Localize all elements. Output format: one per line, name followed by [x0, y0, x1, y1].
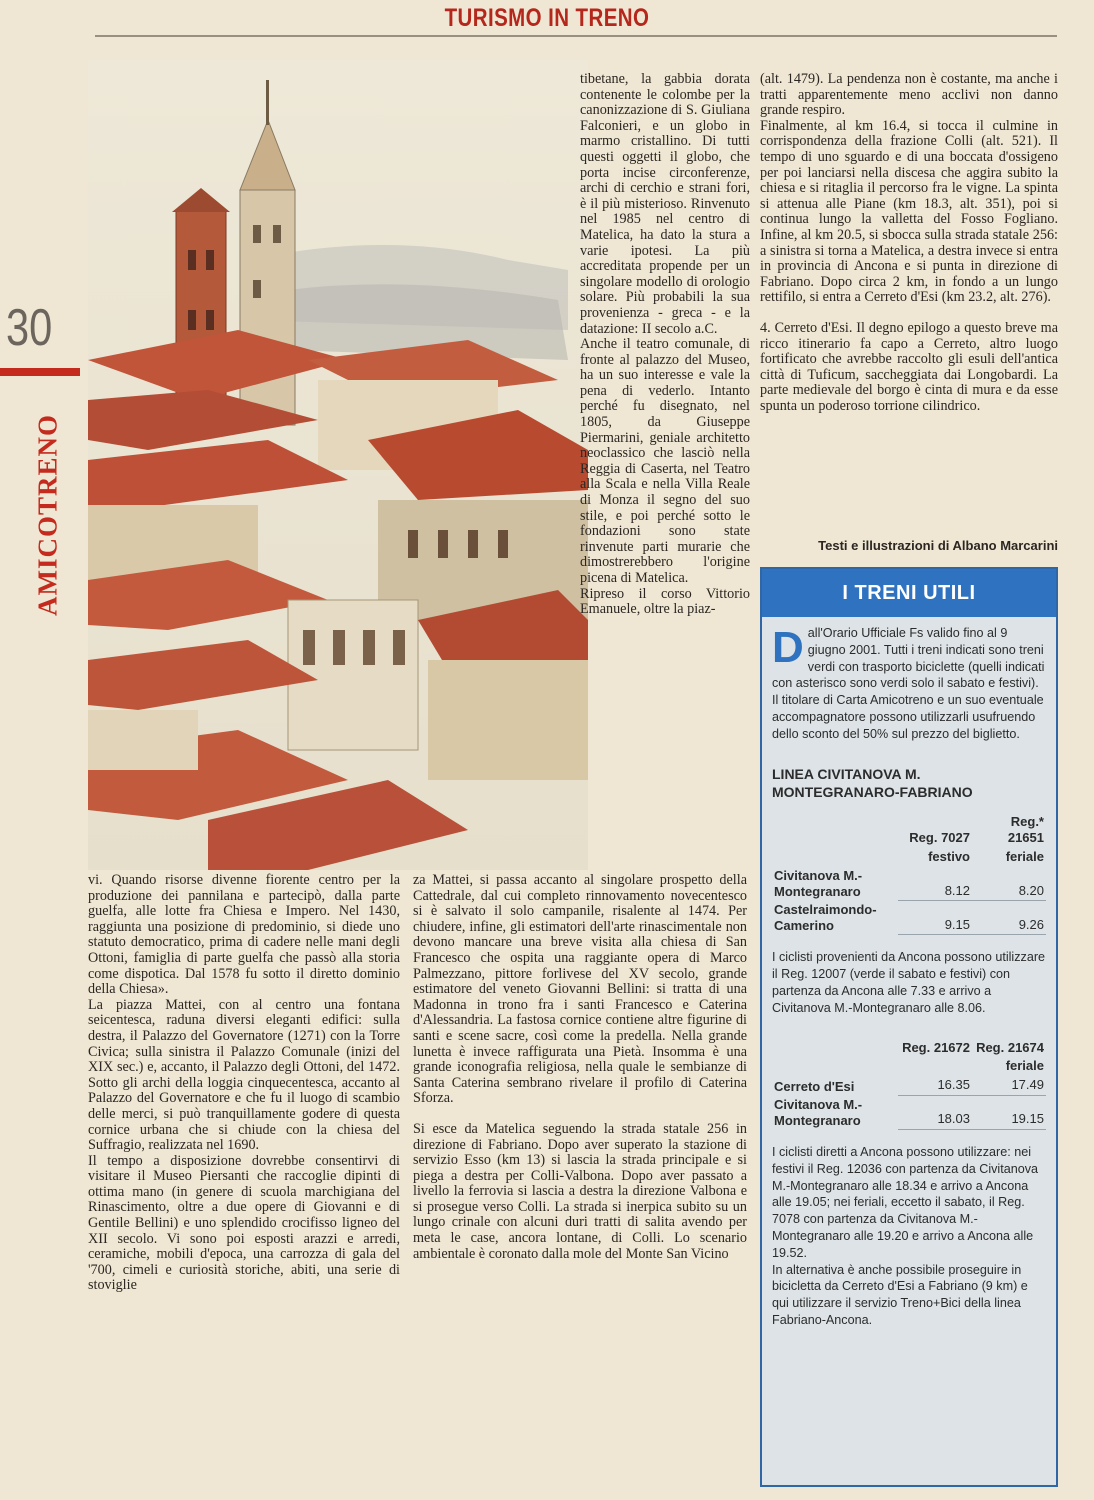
timetable-header: Reg. 21672 [902, 1039, 970, 1055]
paragraph: 4. Cerreto d'Esi. Il degno epilogo a questo breve ma ricco itinerario fa capo a Cerreto, altro luogo fortificato che avrebbe raccolto gli esuli dell'antica città di Tuficum, saccheggiata dai Longobardi. La parte medievale del borgo è cinta di mura e da esse spunta un poderoso torrione cilindrico. [760, 319, 1058, 414]
arrival-time: 18.03 [898, 1096, 972, 1130]
table-row [772, 1076, 1046, 1095]
timetable-header: Reg. 7027 [909, 830, 970, 846]
townscape-illustration [88, 60, 588, 870]
station-name: Civitanova M.-Montegranaro [774, 1096, 863, 1128]
arrival-time: 19.15 [972, 1096, 1046, 1130]
timetable-subheader: feriale [1005, 1058, 1044, 1074]
departure-time: 8.20 [972, 867, 1046, 901]
article-column-middle-bottom [413, 873, 747, 1262]
table-row [772, 867, 1046, 901]
line-title: LINEA CIVITANOVA M. MONTEGRANARO-FABRIANO [772, 765, 973, 800]
paragraph: za Mattei, si passa accanto al singolare prospetto della Cattedrale, dal cui completo rinnovamento novecentesco si è salvato il solo campanile, risalente al 1474. Per chiudere, infine, gli estimatori dell'arte rinascimentale non devono mancare una breve visita alla chiesa di San Francesco che ospita una raggiante opera di Marco Palmezzano, pittore forlivese del XV secolo, grande estimatore del veneto Giovanni Bellini: si tratta di una Madonna in trono fra i santi Francesco e Caterina d'Alessandria. La fastosa cornice contiene altre figurine di santi e scene sacre, così come la predella. Nella grande lunetta è invece raffigurata una Pietà. Insomma è una grande iconografia religiosa, nella quale le sembianze di Santa Caterina sembrano rivelare il profilo di Caterina Sforza. [413, 872, 747, 1107]
trains-note: I ciclisti provenienti da Ancona possono utilizzare il Reg. 12007 (verde il sabato e festivi) con partenza da Ancona alle 7.33 e arrivo a Civitanova M.-Montegranaro alle 8.06. [772, 950, 1046, 1015]
header-rule [95, 35, 1057, 37]
paragraph: Anche il teatro comunale, di fronte al palazzo del Museo, ha un suo interesse e vale la pena di vederlo. Intanto perché fu disegnato, nel 1805, da Giuseppe Piermarini, geniale architetto neoclassico che lasciò nella Reggia di Caserta, nel Teatro alla Scala e nella Villa Reale di Monza il segno del suo stile, e poi perché sotto le fondazioni sono state rinvenute parti murarie che dimostrerebbero l'origine picena di Matelica. [580, 336, 750, 586]
paragraph: tibetane, la gabbia dorata contenente le colombe per la canonizzazione di S. Giuliana Falconieri, e un globo in marmo cristallino. Di tutti questi oggetti il globo, che porta incise circonferenze, archi di cerchio e strani fori, è il più misterioso. Rinvenuto nel 1985 nel centro di Matelica, ha dato la stura a varie ipotesi. La più accreditata propende per un singolare modello di orologio solare. Più probabili la sua provenienza - greca - e la datazione: II secolo a.C. [580, 71, 750, 337]
timetable-2 [772, 1039, 1046, 1130]
departure-time: 16.35 [898, 1076, 972, 1095]
paragraph: vi. Quando risorse divenne fiorente centro per la produzione dei pannilana e partecipò, dalla parte guelfa, alle lotte fra Chiesa e Impero. Nel 1430, raggiunta una posizione di predominio, si diede uno statuto democratico, prima di cadere nelle mani degli Ottoni, famiglia di parte guelfa che passò alla storia come dispotica. Dal 1578 fu sotto il diretto dominio della Chiesa». [88, 872, 400, 998]
trains-note: In alternativa è anche possibile proseguire in bicicletta da Cerreto d'Esi a Fabriano (9 km) e qui utilizzare il servizio Treno+Bici della linea Fabriano-Ancona. [772, 1262, 1028, 1328]
departure-time: 17.49 [972, 1076, 1046, 1095]
timetable-subheader [898, 1057, 972, 1076]
paragraph: La piazza Mattei, con al centro una fontana seicentesca, raduna diversi eleganti edifici: sulla destra, il Palazzo del Governatore (1271) con la Torre Civica; sulla sinistra il Palazzo Comunale (inizi del XIX sec.) e, accanto, il Palazzo degli Ottoni, del 1472. Sotto gli archi della loggia cinquecentesca, accanto al Palazzo del Governatore e che fu il luogo di scambio delle merci, si può tranquillamente godere di questa cornice urbana che si chiude con la chiesa del Suffragio, realizzata nel 1690. [88, 996, 400, 1154]
trains-box-title: I TRENI UTILI [762, 569, 1056, 617]
paragraph: (alt. 1479). La pendenza non è costante, ma anche i tratti apparentemente meno acclivi non danno grande respiro. [760, 71, 1058, 119]
departure-time: 8.12 [898, 867, 972, 901]
timetable-1 [772, 813, 1046, 936]
section-label: AMICOTRENO [32, 414, 63, 617]
article-column-right [760, 72, 1058, 414]
trains-intro-text: all'Orario Ufficiale Fs valido fino al 9 giugno 2001. Tutti i treni indicati sono treni verdi con trasporto biciclette (quelli indicati con asterisco sono verdi solo il sabato e festivi). Il titolare di Carta Amicotreno e un suo eventuale accompagnatore possono utilizzarli usufruendo dello sconto del 50% sul prezzo del biglietto. [772, 626, 1045, 741]
page-header-title: TURISMO IN TRENO [444, 4, 650, 32]
timetable-subheader: feriale [1005, 849, 1044, 865]
page-number: 30 [6, 299, 53, 357]
table-row [772, 901, 1046, 935]
side-accent-bar [0, 368, 80, 376]
timetable-header: Reg.* 21651 [1007, 813, 1044, 846]
useful-trains-box [760, 567, 1058, 1487]
station-name: Civitanova M.-Montegranaro [774, 867, 863, 899]
paragraph: Finalmente, al km 16.4, si tocca il culmine in corrispondenza della frazione Colli (alt. 521). Il tempo di uno sguardo e di una boccata d'ossigeno per poi lanciarsi nella discesa che aggira subito la chiesa e si ritaglia il percorso fra le vigne. La spinta si attenua alle Piane (km 18.3, alt. 351), poi si continua lungo la valletta del Fosso Fogliano. Infine, al km 20.5, si sbocca sulla strada statale 256: a sinistra si torna a Matelica, a destra invece si entra in provincia di Ancona e si punta in direzione di Fabriano. Dopo circa 2 km, in fondo a un lungo rettifilo, si entra a Cerreto d'Esi (km 23.2, alt. 276). [760, 117, 1058, 306]
paragraph: Ripreso il corso Vittorio Emanuele, oltre la piaz- [580, 585, 750, 618]
arrival-time: 9.15 [898, 901, 972, 935]
article-column-left-bottom [88, 873, 400, 1294]
table-row [772, 1096, 1046, 1130]
station-name: Castelraimondo-Camerino [774, 901, 877, 933]
trains-note: I ciclisti diretti a Ancona possono utilizzare: nei festivi il Reg. 12036 con partenza da Civitanova M.-Montegranaro alle 18.34 e arrivo a Ancona alle 19.05; nei feriali, eccetto il sabato, il Reg. 7078 con partenza da Civitanova M.-Montegranaro alle 19.20 e arrivo a Ancona alle 19.52. [772, 1145, 1039, 1260]
timetable-subheader: festivo [928, 849, 970, 865]
author-credit: Testi e illustrazioni di Albano Marcarini [818, 538, 1058, 553]
trains-intro [772, 625, 1046, 743]
station-name: Cerreto d'Esi [774, 1078, 855, 1094]
paragraph: Si esce da Matelica seguendo la strada statale 256 in direzione di Fabriano. Dopo aver superato la stazione di servizio Esso (km 13) si lascia la strada principale e si piega a destra per Colli-Valbona. Dopo aver passato a livello la ferrovia si lascia a destra la direzione Valbona e si prosegue verso Colli. La strada si inerpica subito su un lungo crinale con alcuni duri tratti di salita avendo per meta le case, ancora lontane, di Colli. Lo scenario ambientale è coronato dalla mole del Monte San Vicino [413, 1120, 747, 1262]
drop-cap: D [772, 623, 804, 672]
timetable-header: Reg. 21674 [976, 1039, 1044, 1055]
paragraph: Il tempo a disposizione dovrebbe consentirvi di visitare il Museo Piersanti che raccoglie dipinti di ottima mano (in genere di scuola marchigiana del Rinascimento, oltre a due opere di Giovanni e di Gentile Bellini) e uno splendido crocifisso ligneo del XII secolo. Vi sono poi esposti arazzi e arredi, ceramiche, mobili d'epoca, una carrozza di gala del '700, cimeli e curiosità storiche, abiti, una serie di stoviglie [88, 1152, 400, 1294]
article-column-middle-top [580, 72, 750, 618]
arrival-time: 9.26 [972, 901, 1046, 935]
